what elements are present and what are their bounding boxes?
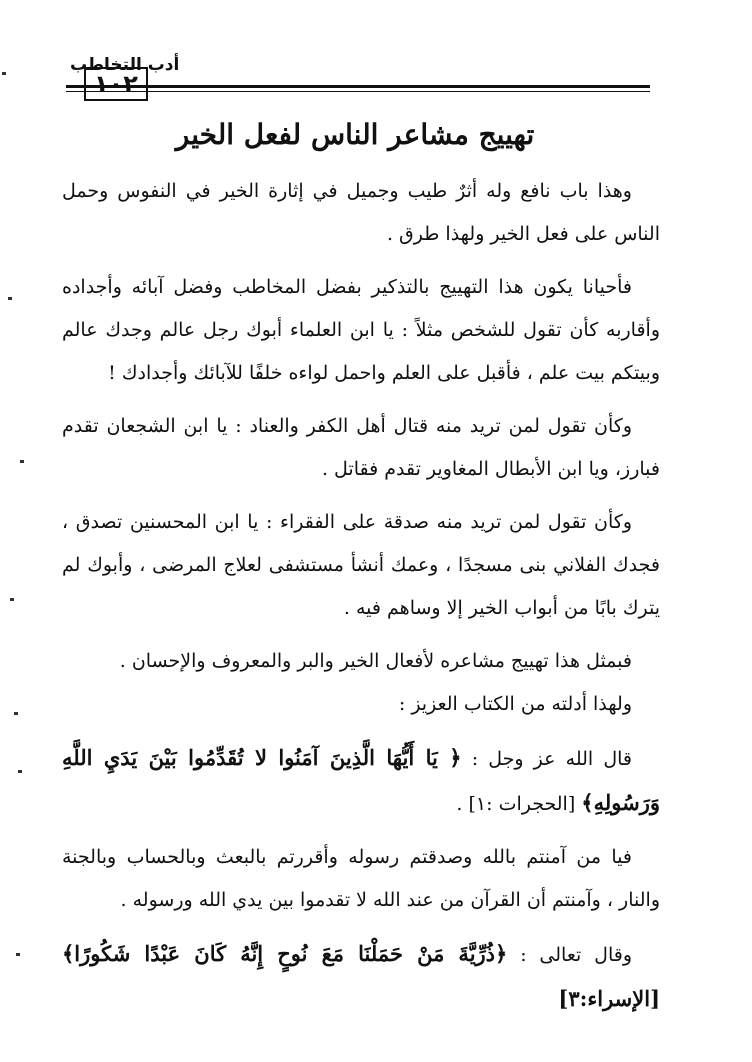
scan-mark [20,460,24,463]
scan-mark [16,953,20,956]
scan-mark [2,72,6,75]
body-text [62,170,660,1022]
paragraph: وكأن تقول لمن تريد منه صدقة على الفقراء : يا ابن المحسنين تصدق ، فجدك الفلاني بنى مسجدًا ، وعمك أنشأ مستشفى لعلاج المرضى ، وأبوك لم يترك بابًا من أبواب الخير إلا وساهم فيه . [62,511,660,619]
paragraph: فأحيانا يكون هذا التهييج بالتذكير بفضل المخاطب وفضل آبائه وأجداده وأقاربه كأن تقول للشخص مثلاً : يا ابن العلماء أبوك رجل عالم وجدك عالم وبيتكم بيت علم ، فأقبل على العلم واحمل لواءه خلفًا للآبائك وأجدادك ! [62,276,660,384]
scan-mark [14,712,18,715]
header-rule-thick [66,85,650,88]
paragraph: وهذا باب نافع وله أثرٌ طيب وجميل في إثارة الخير في النفوس وحمل الناس على فعل الخير ولهذا طرق . [62,180,660,245]
verse-reference: [الحجرات :١] . [456,793,576,815]
verse-intro: قال الله عز وجل : [471,748,633,770]
quran-verse: ﴿ذُرِّيَّةَ مَنْ حَمَلْنَا مَعَ نُوحٍ إِنَّهُ كَانَ عَبْدًا شَكُورًا﴾ [62,941,508,966]
paragraph: وكأن تقول لمن تريد منه قتال أهل الكفر والعناد : يا ابن الشجعان تقدم فبارز، ويا ابن الأبطال المغاوير تقدم فقاتل . [62,415,660,480]
page-header [60,55,650,105]
verse-quote [62,932,660,1022]
scan-mark [18,770,22,773]
paragraph: فبمثل هذا تهييج مشاعره لأفعال الخير والبر والمعروف والإحسان . [119,650,632,672]
paragraph: ولهذا أدلته من الكتاب العزيز : [398,693,632,715]
page-number: ١٠٢ [84,67,148,101]
scan-mark [8,297,12,300]
section-heading: تهييج مشاعر الناس لفعل الخير [175,118,535,151]
paragraph: فيا من آمنتم بالله وصدقتم رسوله وأقررتم بالبعث وبالحساب وبالجنة والنار ، وآمنتم أن القرآن من عند الله لا تقدموا بين يدي الله ورسوله . [62,846,660,911]
scan-mark [10,598,14,601]
header-rule-thin [66,91,650,92]
quran-verse: ﴿ يَا أَيُّهَا الَّذِينَ آمَنُوا لا تُقَدِّمُوا بَيْنَ يَدَيِ اللَّهِ وَرَسُولِهِ﴾ [62,745,660,815]
verse-quote [62,736,660,826]
verse-intro: وقال تعالى : [520,944,632,966]
verse-reference: [الإسراء:٣] [558,986,660,1011]
running-title: أدب التخاطب [70,55,180,75]
